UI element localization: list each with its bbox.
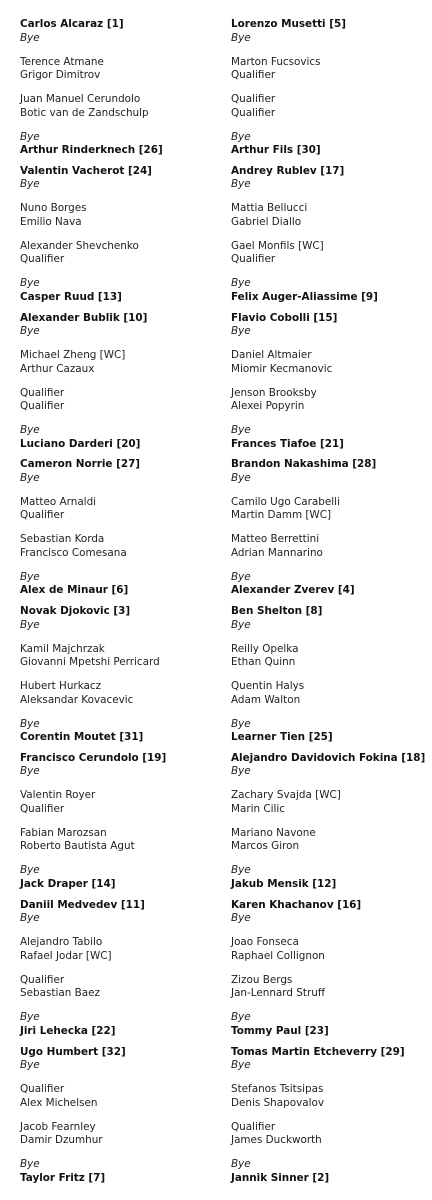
spacer [20, 816, 231, 827]
spacer [231, 926, 432, 937]
seed-player: Felix Auger-Aliassime [9] [231, 290, 378, 303]
bye-label: Bye [20, 765, 40, 778]
player-name: Alexander Shevchenko [20, 239, 139, 252]
seed-player: Tomas Martin Etcheverry [29] [231, 1045, 405, 1058]
seed-player: Casper Ruud [13] [20, 290, 122, 303]
player-name: Qualifier [231, 253, 276, 266]
seed-player: Frances Tiafoe [21] [231, 437, 344, 450]
player-name: Stefanos Tsitsipas [231, 1083, 324, 1096]
bye-label: Bye [231, 277, 251, 290]
spacer [231, 45, 432, 56]
spacer [20, 45, 231, 56]
bye-label: Bye [20, 864, 40, 877]
player-name: Rafael Jodar [WC] [20, 949, 112, 962]
spacer [20, 83, 231, 94]
seed-player: Corentin Moutet [31] [20, 731, 144, 744]
player-name: Daniel Altmaier [231, 349, 312, 362]
draw-section [231, 14, 432, 161]
draw-section [20, 1042, 231, 1189]
spacer [20, 485, 231, 496]
player-name: Giovanni Mpetshi Perricard [20, 656, 160, 669]
seed-player: Learner Tien [25] [231, 731, 333, 744]
seed-player: Arthur Rinderknech [26] [20, 144, 163, 156]
bye-label: Bye [231, 424, 251, 437]
spacer [231, 485, 432, 496]
draw-section [20, 895, 231, 1042]
bye-label: Bye [231, 912, 251, 925]
spacer [20, 1110, 231, 1121]
seed-player: Lorenzo Musetti [5] [231, 18, 346, 30]
spacer [231, 963, 432, 974]
player-name: Qualifier [20, 973, 65, 986]
player-name: Matteo Berrettini [231, 533, 320, 546]
spacer [20, 670, 231, 681]
seed-player: Alexander Bublik [10] [20, 311, 148, 324]
spacer [20, 523, 231, 534]
seed-player: Daniil Medvedev [11] [20, 898, 145, 911]
player-name: Qualifier [231, 106, 276, 119]
draw-column-right [231, 14, 432, 1200]
player-name: Jenson Brooksby [231, 386, 317, 399]
player-name: Ethan Quinn [231, 656, 296, 669]
bye-label: Bye [20, 178, 40, 191]
spacer [20, 707, 231, 718]
spacer [20, 1073, 231, 1084]
spacer [20, 120, 231, 131]
seed-player: Tommy Paul [23] [231, 1024, 329, 1037]
draw-section [231, 895, 432, 1042]
bye-label: Bye [231, 325, 251, 338]
spacer [20, 560, 231, 571]
draw-section [20, 454, 231, 601]
draw-section [231, 748, 432, 895]
player-name: Reilly Opelka [231, 642, 299, 655]
player-name: Grigor Dimitrov [20, 69, 101, 81]
player-name: Denis Shapovalov [231, 1096, 324, 1109]
spacer [231, 267, 432, 278]
spacer [20, 1001, 231, 1012]
spacer [20, 414, 231, 425]
spacer [231, 854, 432, 865]
player-name: Miomir Kecmanovic [231, 362, 333, 375]
draw-section [231, 454, 432, 601]
seed-player: Karen Khachanov [16] [231, 898, 362, 911]
spacer [20, 632, 231, 643]
seed-player: Flavio Cobolli [15] [231, 311, 338, 324]
spacer [231, 339, 432, 350]
player-name: Damir Dzumhur [20, 1134, 103, 1147]
spacer [20, 854, 231, 865]
player-name: Martin Damm [WC] [231, 509, 332, 522]
spacer [20, 229, 231, 240]
spacer [20, 1148, 231, 1159]
bye-label: Bye [20, 1059, 40, 1072]
player-name: Qualifier [231, 1120, 276, 1133]
player-name: Mattia Bellucci [231, 202, 308, 215]
player-name: Qualifier [20, 400, 65, 413]
player-name: Marcos Giron [231, 840, 300, 853]
bye-label: Bye [231, 31, 251, 44]
player-name: Qualifier [20, 1083, 65, 1096]
player-name: Matteo Arnaldi [20, 495, 97, 508]
spacer [231, 560, 432, 571]
spacer [231, 816, 432, 827]
player-name: Terence Atmane [20, 55, 104, 68]
bye-label: Bye [231, 1158, 251, 1171]
spacer [231, 229, 432, 240]
bye-label: Bye [20, 31, 40, 44]
seed-player: Jiri Lehecka [22] [20, 1024, 116, 1037]
bye-label: Bye [231, 1059, 251, 1072]
player-name: Joao Fonseca [231, 936, 299, 949]
player-name: Kamil Majchrzak [20, 642, 105, 655]
seed-player: Alejandro Davidovich Fokina [18] [231, 751, 426, 764]
player-name: Zizou Bergs [231, 973, 293, 986]
draw-section [231, 308, 432, 455]
spacer [231, 1073, 432, 1084]
player-name: Sebastian Baez [20, 987, 100, 1000]
seed-player: Carlos Alcaraz [1] [20, 18, 124, 30]
seed-player: Arthur Fils [30] [231, 144, 321, 156]
bye-label: Bye [20, 717, 40, 730]
player-name: Nuno Borges [20, 202, 87, 215]
spacer [20, 339, 231, 350]
spacer [20, 926, 231, 937]
seed-player: Valentin Vacherot [24] [20, 164, 152, 177]
bye-label: Bye [231, 570, 251, 583]
seed-player: Jack Draper [14] [20, 877, 116, 890]
player-name: Zachary Svajda [WC] [231, 789, 341, 802]
player-name: Qualifier [20, 802, 65, 815]
seed-player: Andrey Rublev [17] [231, 164, 345, 177]
player-name: Alejandro Tabilo [20, 936, 103, 949]
spacer [231, 1148, 432, 1159]
draw-section [20, 161, 231, 308]
draw-column-left [20, 14, 231, 1200]
player-name: Juan Manuel Cerundolo [20, 93, 141, 105]
bye-label: Bye [231, 1011, 251, 1024]
player-name: Raphael Collignon [231, 949, 325, 962]
player-name: Gael Monfils [WC] [231, 239, 324, 252]
bye-label: Bye [20, 1158, 40, 1171]
seed-player: Ben Shelton [8] [231, 605, 323, 618]
bye-label: Bye [231, 178, 251, 191]
player-name: Qualifier [20, 509, 65, 522]
player-name: Jacob Fearnley [20, 1120, 96, 1133]
spacer [231, 120, 432, 131]
player-name: Marin Cilic [231, 802, 286, 815]
spacer [231, 670, 432, 681]
player-name: Qualifier [231, 69, 276, 81]
seed-player: Brandon Nakashima [28] [231, 458, 377, 471]
player-name: Camilo Ugo Carabelli [231, 495, 340, 508]
spacer [231, 83, 432, 94]
bye-label: Bye [231, 618, 251, 631]
draw-section [20, 601, 231, 748]
bye-label: Bye [231, 471, 251, 484]
player-name: Qualifier [20, 253, 65, 266]
seed-player: Taylor Fritz [7] [20, 1171, 106, 1184]
player-name: Qualifier [20, 386, 65, 399]
bye-label: Bye [20, 424, 40, 437]
player-name: Botic van de Zandschulp [20, 106, 149, 119]
spacer [231, 779, 432, 790]
bye-label: Bye [231, 130, 251, 143]
seed-player: Cameron Norrie [27] [20, 458, 141, 471]
draw-section [231, 601, 432, 748]
player-name: Hubert Hurkacz [20, 680, 102, 693]
player-name: Adam Walton [231, 693, 301, 706]
bye-label: Bye [231, 765, 251, 778]
draw-section [20, 308, 231, 455]
player-name: Arthur Cazaux [20, 362, 95, 375]
spacer [231, 1110, 432, 1121]
spacer [20, 376, 231, 387]
player-name: Marton Fucsovics [231, 55, 321, 68]
player-name: Mariano Navone [231, 826, 316, 839]
spacer [20, 192, 231, 203]
seed-player: Ugo Humbert [32] [20, 1045, 126, 1058]
spacer [20, 963, 231, 974]
player-name: Jan-Lennard Struff [231, 987, 325, 1000]
player-name: Roberto Bautista Agut [20, 840, 135, 853]
bye-label: Bye [20, 1011, 40, 1024]
bye-label: Bye [20, 325, 40, 338]
bye-label: Bye [20, 471, 40, 484]
player-name: Michael Zheng [WC] [20, 349, 126, 362]
spacer [231, 376, 432, 387]
spacer [231, 414, 432, 425]
player-name: Sebastian Korda [20, 533, 105, 546]
player-name: Qualifier [231, 93, 276, 105]
spacer [231, 632, 432, 643]
player-name: Francisco Comesana [20, 546, 127, 559]
spacer [20, 779, 231, 790]
seed-player: Luciano Darderi [20] [20, 437, 141, 450]
player-name: James Duckworth [231, 1134, 322, 1147]
player-name: Fabian Marozsan [20, 826, 107, 839]
draw-section [20, 14, 231, 161]
player-name: Adrian Mannarino [231, 546, 323, 559]
seed-player: Alexander Zverev [4] [231, 584, 355, 597]
bye-label: Bye [20, 618, 40, 631]
player-name: Aleksandar Kovacevic [20, 693, 134, 706]
spacer [231, 523, 432, 534]
player-name: Emilio Nava [20, 215, 82, 228]
bye-label: Bye [20, 130, 40, 143]
spacer [231, 707, 432, 718]
spacer [20, 267, 231, 278]
bye-label: Bye [20, 912, 40, 925]
player-name: Quentin Halys [231, 680, 305, 693]
seed-player: Jannik Sinner [2] [231, 1171, 330, 1184]
draw-section [231, 161, 432, 308]
spacer [231, 192, 432, 203]
bye-label: Bye [20, 570, 40, 583]
draw-section [20, 748, 231, 895]
bye-label: Bye [20, 277, 40, 290]
seed-player: Alex de Minaur [6] [20, 584, 129, 597]
spacer [231, 1001, 432, 1012]
bye-label: Bye [231, 717, 251, 730]
bye-label: Bye [231, 864, 251, 877]
seed-player: Novak Djokovic [3] [20, 605, 131, 618]
player-name: Gabriel Diallo [231, 215, 302, 228]
draw-section [231, 1042, 432, 1189]
player-name: Valentin Royer [20, 789, 96, 802]
seed-player: Francisco Cerundolo [19] [20, 751, 167, 764]
player-name: Alex Michelsen [20, 1096, 98, 1109]
seed-player: Jakub Mensik [12] [231, 877, 337, 890]
player-name: Alexei Popyrin [231, 400, 305, 413]
